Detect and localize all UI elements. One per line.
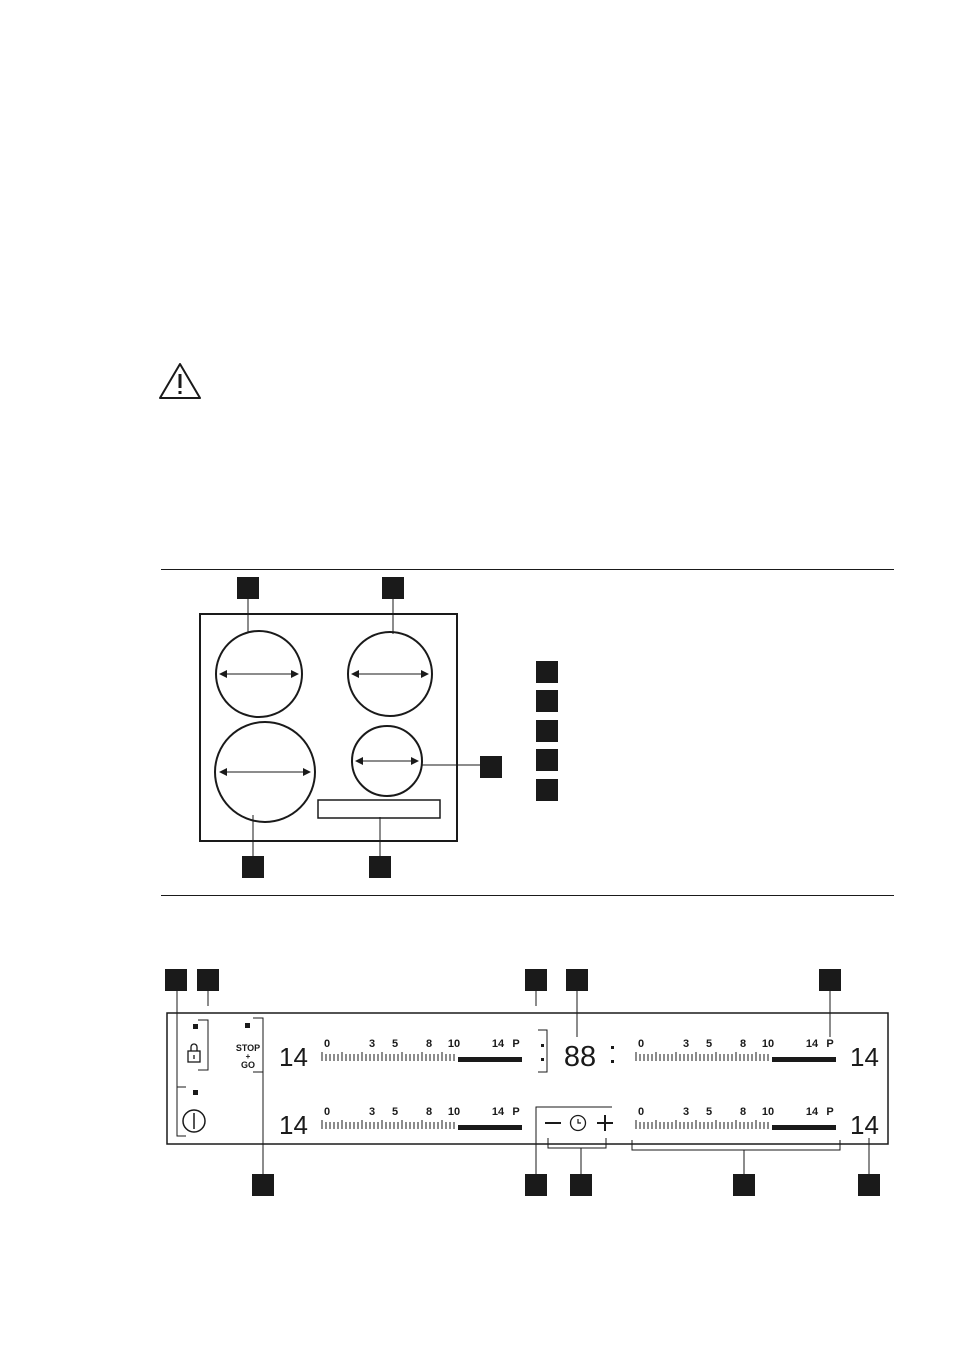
scale-label: 8 — [425, 1106, 433, 1118]
legend-marker-1 — [536, 661, 558, 683]
power-slider-rear-left — [322, 1038, 522, 1062]
scale-label: 3 — [682, 1038, 690, 1050]
scale-label: 5 — [391, 1106, 399, 1118]
scale-label: 14 — [491, 1038, 505, 1050]
scale-label: 0 — [637, 1106, 645, 1118]
scale-label: 5 — [705, 1038, 713, 1050]
scale-label: 3 — [682, 1106, 690, 1118]
legend-marker-3 — [536, 720, 558, 742]
scale-label: 10 — [447, 1038, 461, 1050]
scale-label: 5 — [391, 1038, 399, 1050]
zone-display-rear-left: 14 — [279, 1042, 308, 1072]
scale-label: P — [512, 1106, 520, 1118]
scale-label: 3 — [368, 1106, 376, 1118]
hob-layout-diagram — [160, 570, 520, 890]
scale-label: 5 — [705, 1106, 713, 1118]
stop-go-line3: GO — [240, 1060, 256, 1070]
power-slider-front-right — [636, 1106, 836, 1130]
slider-boost-bar — [458, 1057, 522, 1062]
stop-go-line2: + — [245, 1052, 251, 1061]
scale-label: 14 — [805, 1038, 819, 1050]
zone-display-front-right: 14 — [850, 1110, 879, 1140]
control-panel-diagram — [0, 960, 954, 1200]
warning-triangle-icon — [158, 362, 202, 400]
scale-label: 0 — [323, 1106, 331, 1118]
scale-label: 10 — [761, 1038, 775, 1050]
legend-marker-5 — [536, 779, 558, 801]
timer-display: 88 — [563, 1041, 597, 1073]
scale-label: P — [826, 1038, 834, 1050]
slider-boost-bar — [458, 1125, 522, 1130]
scale-label: 14 — [491, 1106, 505, 1118]
scale-label: 0 — [637, 1038, 645, 1050]
scale-label: 3 — [368, 1038, 376, 1050]
scale-label: 8 — [425, 1038, 433, 1050]
scale-label: P — [826, 1106, 834, 1118]
scale-label: 14 — [805, 1106, 819, 1118]
timer-clock-icon — [571, 1116, 586, 1131]
scale-label: 10 — [447, 1106, 461, 1118]
legend-marker-2 — [536, 690, 558, 712]
scale-label: P — [512, 1038, 520, 1050]
power-icon — [183, 1110, 205, 1132]
scale-label: 10 — [761, 1106, 775, 1118]
scale-label: 0 — [323, 1038, 331, 1050]
zone-display-rear-right: 14 — [850, 1042, 879, 1072]
divider-bottom — [161, 895, 894, 896]
slider-boost-bar — [772, 1125, 836, 1130]
power-slider-front-left — [322, 1106, 522, 1130]
legend-marker-4 — [536, 749, 558, 771]
plus-icon — [597, 1115, 613, 1131]
scale-label: 8 — [739, 1106, 747, 1118]
zone-display-front-left: 14 — [279, 1110, 308, 1140]
slider-boost-bar — [772, 1057, 836, 1062]
stop-go-line1: STOP — [235, 1043, 261, 1053]
power-slider-rear-right — [636, 1038, 836, 1062]
lock-icon — [188, 1044, 200, 1062]
scale-label: 8 — [739, 1038, 747, 1050]
